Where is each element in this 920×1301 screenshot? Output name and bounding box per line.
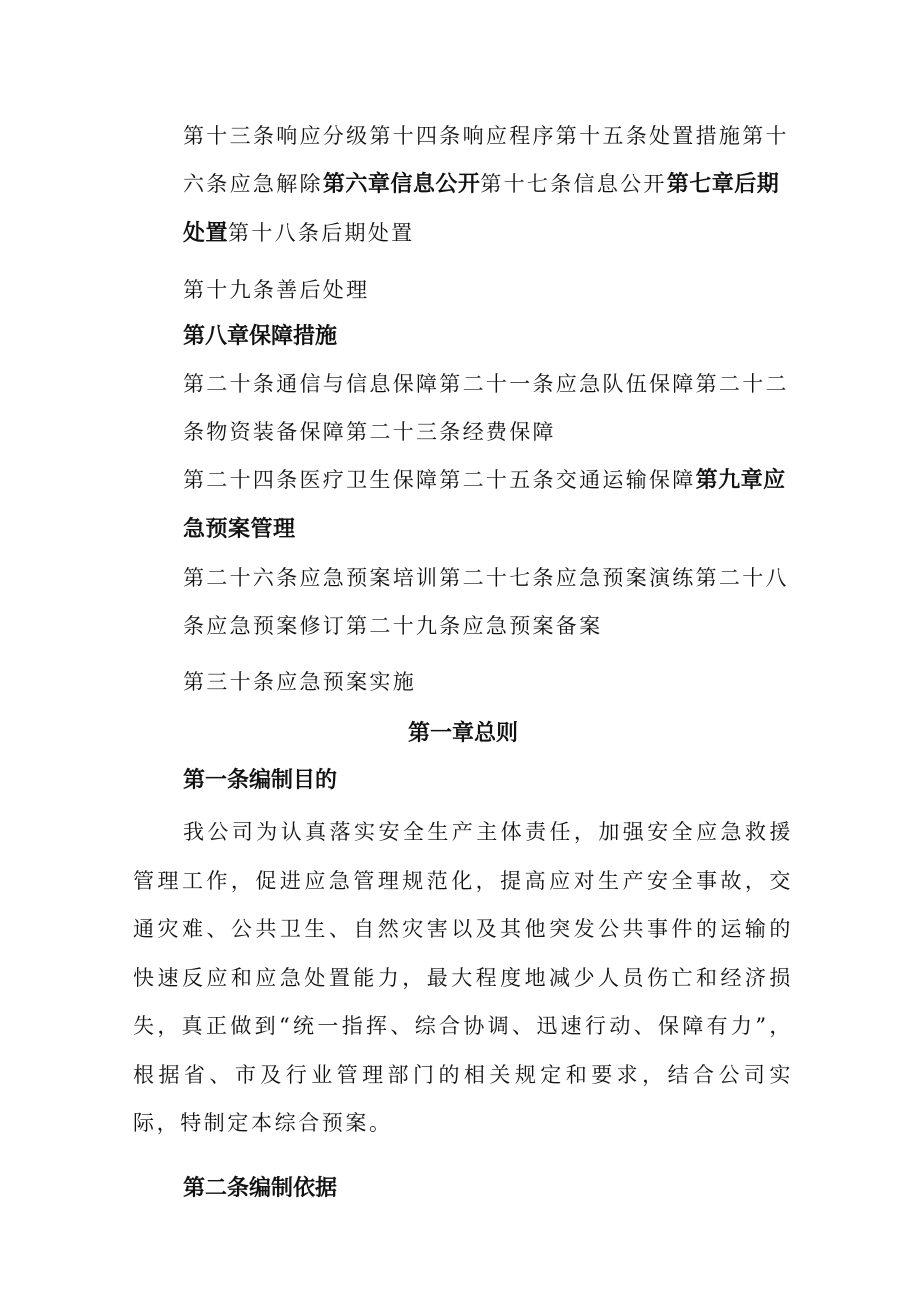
toc-text: 第十七条信息公开 (480, 172, 667, 196)
toc-chapter-9-heading: 第九章应急预案管理 (183, 468, 786, 542)
toc-entry-article-30: 第三十条应急预案实施 (183, 670, 416, 694)
chapter-1-title: 第一章总则 (407, 721, 518, 746)
toc-entry-articles-20-23: 第二十条通信与信息保障第二十一条应急队伍保障第二十二条物资装备保障第二十三条经费保障 (183, 372, 789, 444)
toc-text: 第二十四条医疗卫生保障第二十五条交通运输保障 (183, 468, 696, 492)
toc-chapter-8-heading: 第八章保障措施 (183, 324, 338, 349)
toc-chapter-7-heading: 第七章后期处置 (183, 172, 780, 246)
toc-entry-articles-24-25 (183, 456, 793, 554)
toc-entry-articles-13-18 (183, 112, 793, 258)
article-1-heading: 第一条编制目的 (183, 768, 338, 793)
toc-entry-articles-26-29: 第二十六条应急预案培训第二十七条应急预案演练第二十八条应急预案修订第二十九条应急预案备案 (183, 566, 789, 638)
document-content (133, 112, 793, 1212)
article-1-body: 我公司为认真落实安全生产主体责任，加强安全应急救援管理工作，促进应急管理规范化，提高应对生产安全事故，交通灾难、公共卫生、自然灾害以及其他突发公共事件的运输的快速反应和应急处置能力，最大程度地减少人员伤亡和经济损失，真正做到“统一指挥、综合协调、迅速行动、保障有力”，根据省、市及行业管理部门的相关规定和要求，结合公司实际，特制定本综合预案。 (133, 820, 793, 1135)
toc-text: 第十八条后期处置 (228, 221, 415, 245)
toc-text: 第十三条响应分级第十四条响应程序第十五条处置措施第十六条应急解除 (183, 124, 789, 196)
article-2-heading: 第二条编制依据 (183, 1175, 338, 1201)
toc-entry-article-19: 第十九条善后处理 (183, 278, 370, 302)
toc-chapter-6-heading: 第六章信息公开 (322, 172, 481, 197)
